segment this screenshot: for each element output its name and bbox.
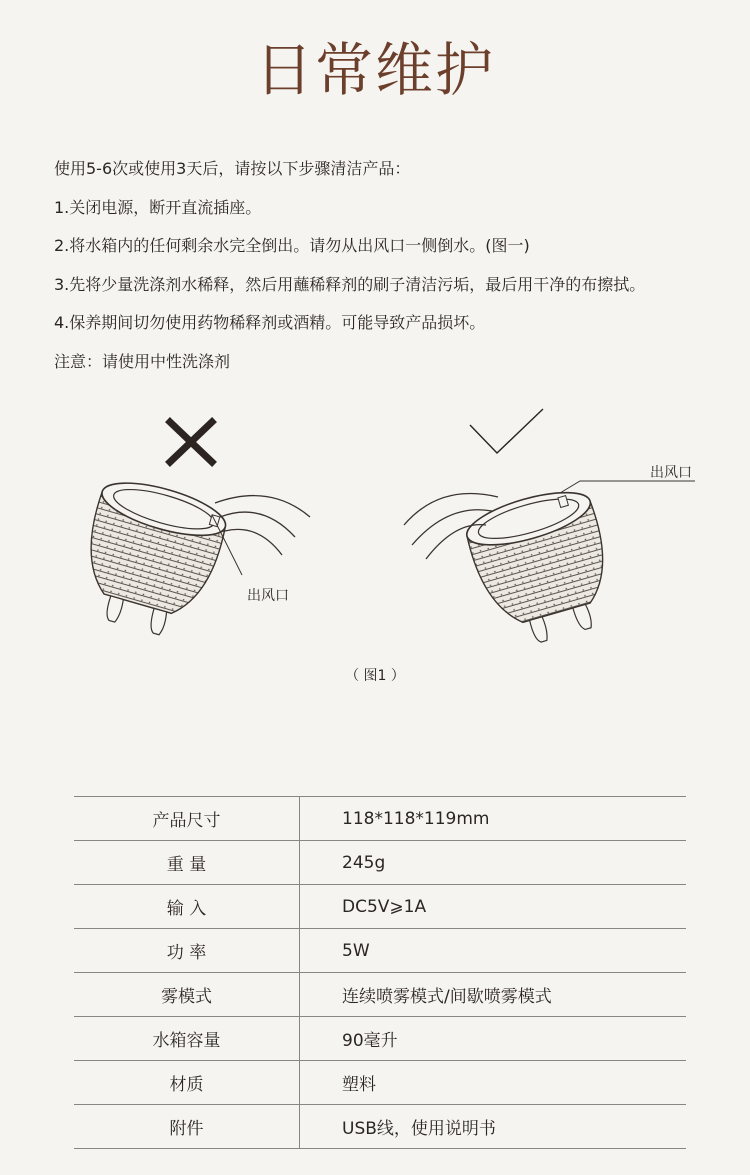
figure-illustration xyxy=(0,395,750,655)
spec-label: 水箱容量 xyxy=(74,1017,300,1061)
instruction-step-1: 1.关闭电源，断开直流插座。 xyxy=(54,197,262,217)
table-row xyxy=(74,885,686,929)
figure-caption: （ 图1 ） xyxy=(345,668,405,684)
table-row xyxy=(74,929,686,973)
outlet-pointer-right xyxy=(560,481,695,493)
instruction-step-2: 2.将水箱内的任何剩余水完全倒出。请勿从出风口一侧倒水。(图一) xyxy=(54,236,530,255)
spec-label: 功 率 xyxy=(74,929,300,973)
spec-label: 附件 xyxy=(74,1105,300,1149)
airflow-left xyxy=(215,496,310,555)
spec-value: 塑料 xyxy=(300,1061,687,1105)
table-row xyxy=(74,797,686,841)
instructions xyxy=(54,150,734,381)
instruction-step-3: 3.先将少量洗涤剂水稀释，然后用蘸稀释剂的刷子清洁污垢，最后用干净的布擦拭。 xyxy=(54,274,646,294)
page-title: 日常维护 xyxy=(254,36,495,104)
check-icon xyxy=(470,409,543,453)
instruction-step-4: 4.保养期间切勿使用药物稀释剂或酒精。可能导致产品损坏。 xyxy=(54,313,486,332)
spec-value: 90毫升 xyxy=(300,1017,687,1061)
spec-label: 材质 xyxy=(74,1061,300,1105)
spec-value: 245g xyxy=(300,841,687,885)
spec-label: 输 入 xyxy=(74,885,300,929)
humidifier-right xyxy=(461,482,624,654)
spec-value: USB线，使用说明书 xyxy=(300,1105,687,1149)
spec-value: DC5V⩾1A xyxy=(300,885,687,929)
spec-label: 产品尺寸 xyxy=(74,797,300,841)
spec-value: 118*118*119mm xyxy=(300,797,687,841)
table-row xyxy=(74,841,686,885)
spec-value: 5W xyxy=(300,929,687,973)
spec-label: 雾模式 xyxy=(74,973,300,1017)
table-row xyxy=(74,1017,686,1061)
spec-value: 连续喷雾模式/间歇喷雾模式 xyxy=(300,973,687,1017)
table-row xyxy=(74,973,686,1017)
cross-icon xyxy=(170,422,212,462)
instruction-note: 注意：请使用中性洗涤剂 xyxy=(54,351,231,371)
spec-label: 重 量 xyxy=(74,841,300,885)
outlet-label-left: 出风口 xyxy=(247,588,289,604)
table-row xyxy=(74,1061,686,1105)
spec-table xyxy=(74,796,686,1149)
table-row xyxy=(74,1105,686,1149)
instruction-intro: 使用5-6次或使用3天后，请按以下步骤清洁产品： xyxy=(54,159,411,178)
figure-1 xyxy=(0,395,750,695)
humidifier-left xyxy=(68,472,231,644)
outlet-label-right: 出风口 xyxy=(650,465,692,481)
